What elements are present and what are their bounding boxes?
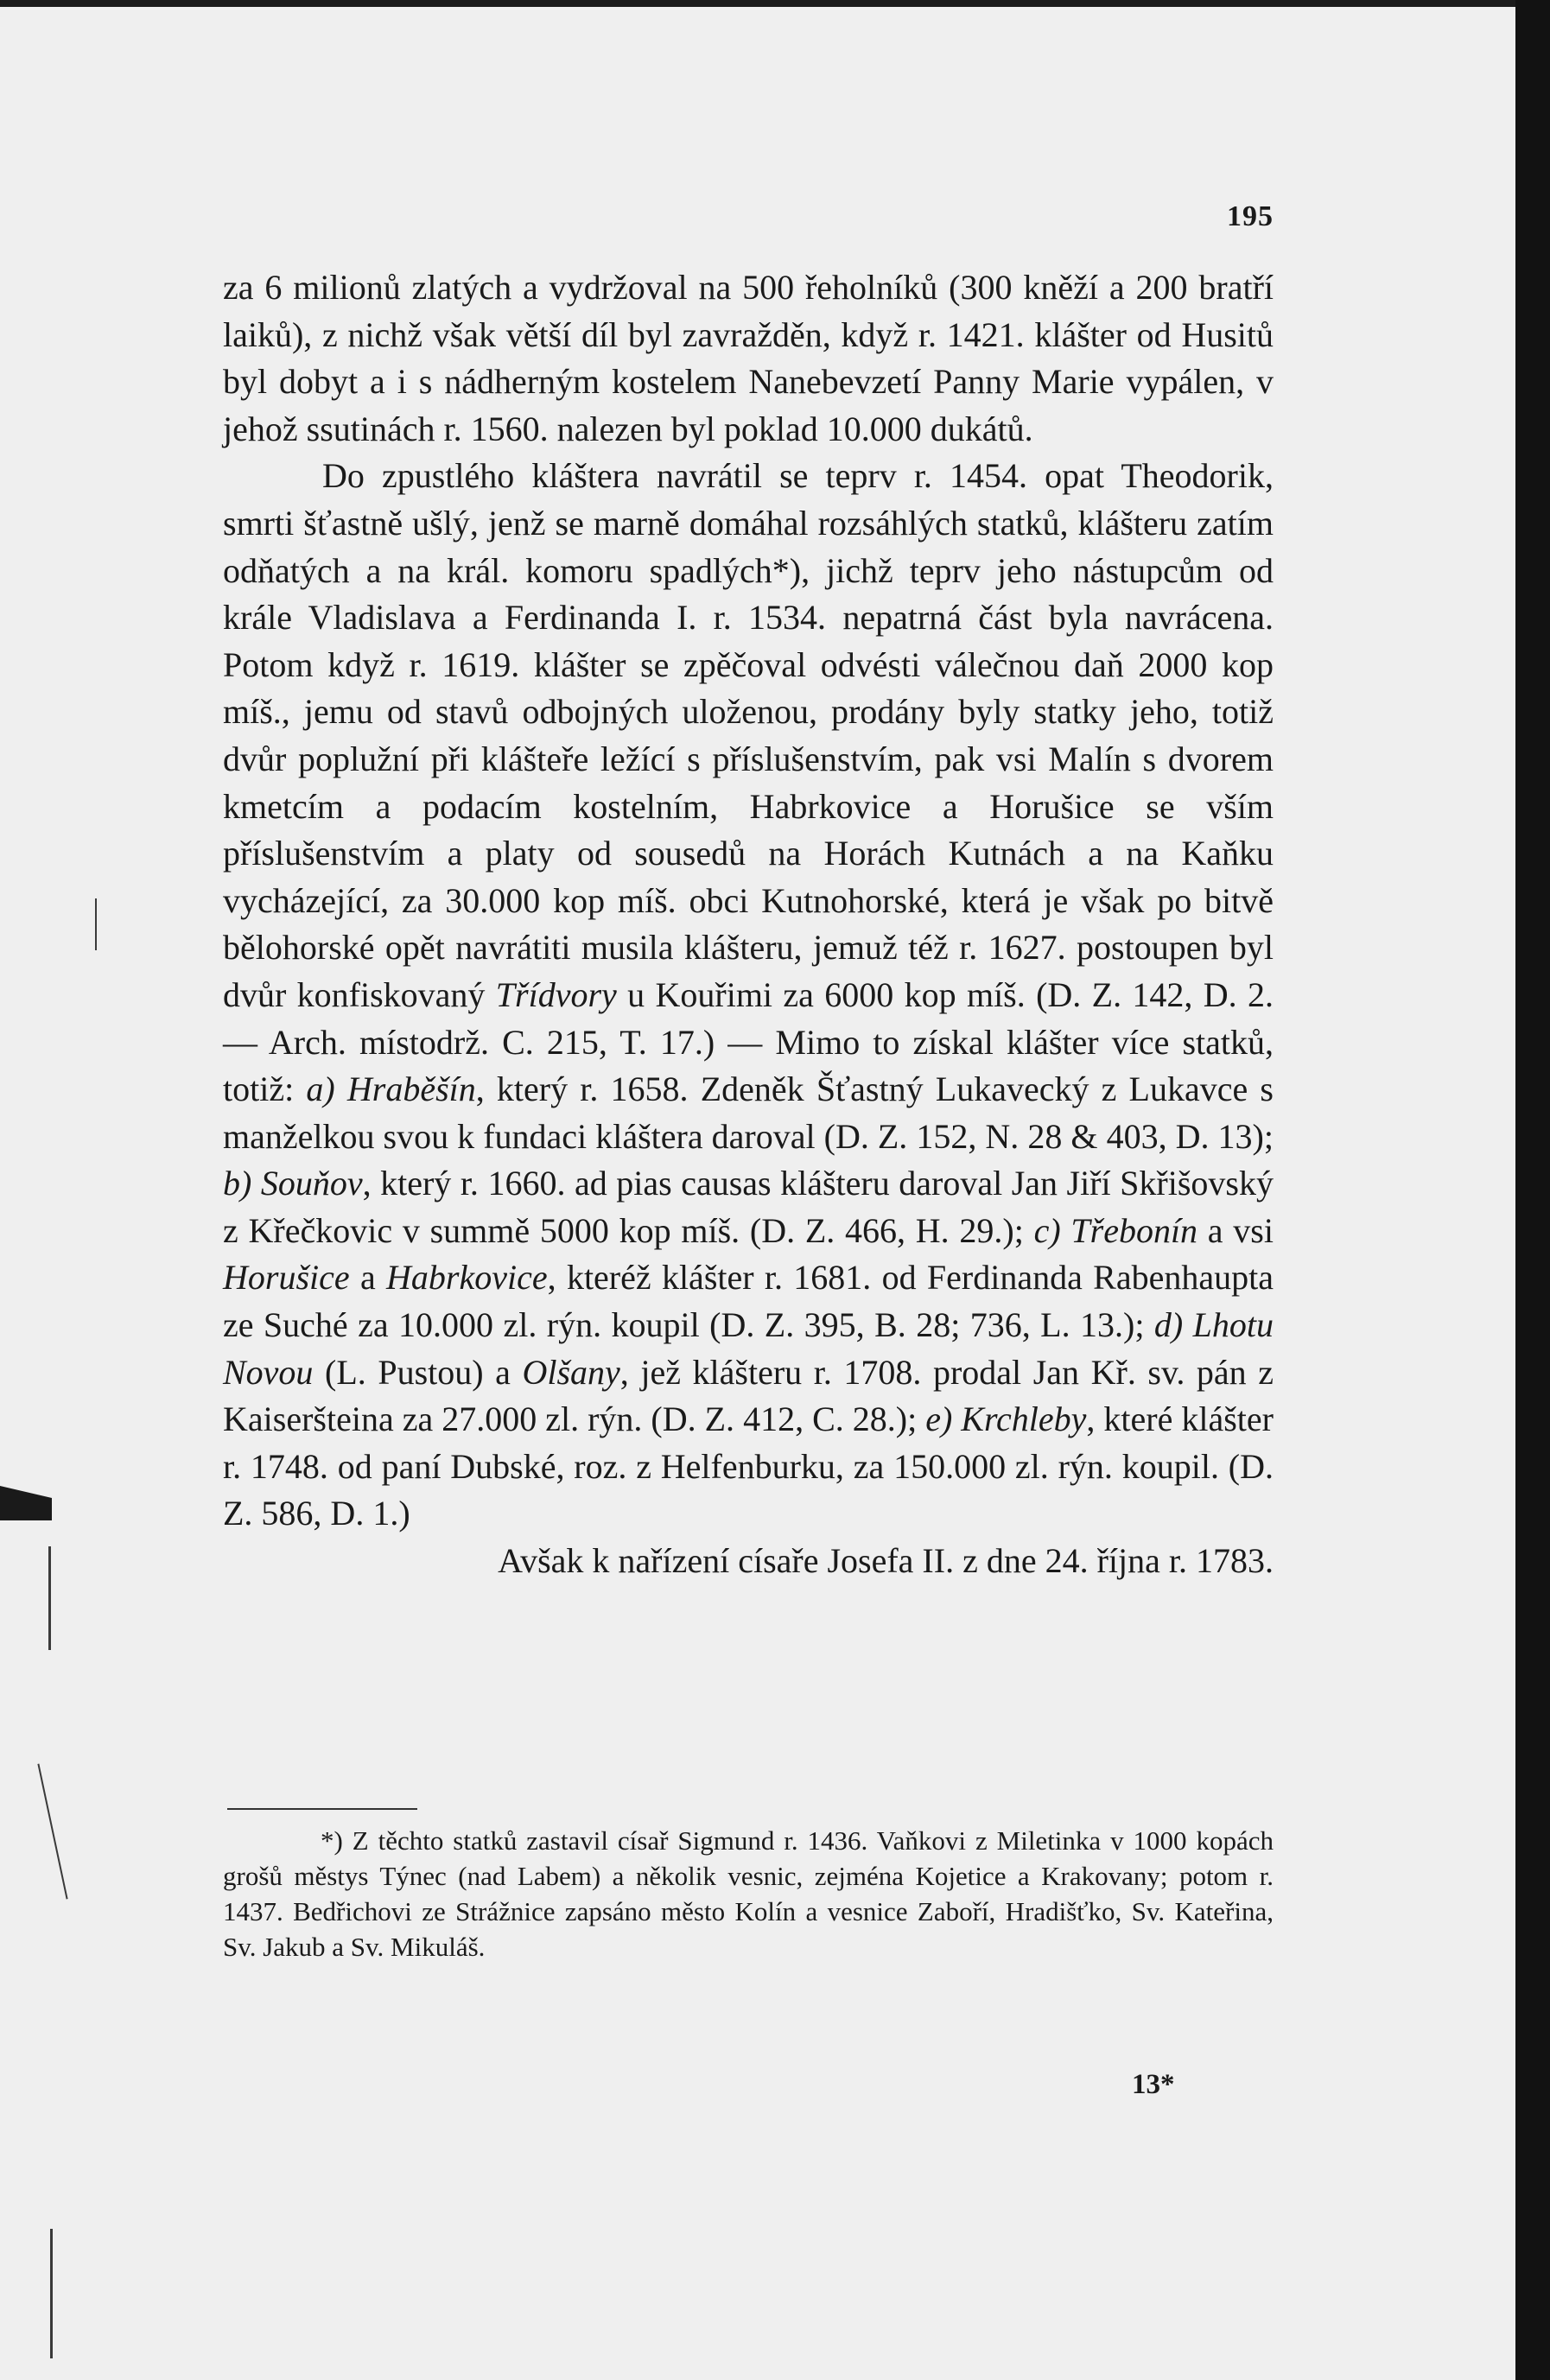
paragraph-2-seg: a — [349, 1258, 387, 1298]
place-sounov: b) Souňov — [223, 1164, 363, 1203]
place-horusice: Horušice — [223, 1258, 350, 1298]
footnote: *) Z těchto statků zastavil císař Sigmund r. 1436. Vaňkovi z Miletinka v 1000 kopách grošů městys Týnec (nad Labem) a několik vesnic, zejména Kojetice a Krakovany; potom r. 1437. Bedřichovi ze Strážnice zapsáno město Kolín a vesnice Zaboří, Hradišťko, Sv. Kateřina, Sv. Jakub a Sv. Mikuláš. — [223, 1825, 1274, 1962]
margin-mark — [95, 898, 97, 950]
place-hrabesin: a) Hraběšín — [306, 1069, 476, 1109]
footnote-rule — [227, 1808, 417, 1810]
paragraph-2-seg: , které klášter r. 1748. od paní Dubské, roz. z Helfenburku, za 150.000 zl. rýn. koupil. (D. Z. 586, D. 1.) — [223, 1399, 1274, 1533]
paragraph-2-text: Do zpustlého kláštera navrátil se teprv r. 1454. opat Theodorik, smrti šťastně ušlý, jenž se marně domáhal rozsáhlých statků, klášteru zatím odňatých a na král. komoru spadlých*), jichž teprv jeho nástupcům od krále Vladislava a Ferdinanda I. r. 1534. nepatrná část byla navrácena. Potom když r. 1619. klášter se zpěčoval odvésti válečnou daň 2000 kop míš., jemu od stavů odbojných uloženou, prodány byly statky jeho, totiž dvůr poplužní při klášteře ležící s příslušenstvím, pak vsi Malín s dvorem kmetcím a podacím kostelním, Habrkovice a Horušice se vším příslušenstvím a platy od sousedů na Horách Kutnách a na Kaňku vycházející, za 30.000 kop míš. obci Kutnohorské, která je však po bitvě bělohorské opět navrátiti musila klášteru, jemuž též r. 1627. postoupen byl dvůr konfiskovaný — [223, 456, 1274, 1014]
paragraph-3: Avšak k nařízení císaře Josefa II. z dne 24. října r. 1783. — [498, 1541, 1274, 1581]
body-text — [223, 264, 1274, 1585]
signature-mark: 13* — [1132, 2069, 1175, 2100]
place-olsany: Olšany — [522, 1352, 620, 1392]
paragraph-2-seg: u Kouřimi za 6000 kop míš. (D. Z. 142, D. 2. — Arch. místodrž. C. 215, T. 17.) — Mimo to získal klášter více statků, totiž: — [223, 974, 1274, 1109]
scan-edge-right — [1515, 0, 1550, 2380]
paragraph-2-seg: , který r. 1660. ad pias causas klášteru daroval Jan Jiří Skřišovský z Křečkovic v summě 5000 kop míš. (D. Z. 466, H. 29.); — [223, 1164, 1274, 1250]
paragraph-2-seg: , kteréž klášter r. 1681. od Ferdinanda Rabenhaupta ze Suché za 10.000 zl. rýn. koupil (D. Z. 395, B. 28; 736, L. 13.); — [223, 1258, 1274, 1345]
place-krchleby: e) Krchleby — [925, 1399, 1087, 1439]
paragraph-2-seg: (L. Pustou) a — [313, 1352, 523, 1392]
paragraph-2 — [223, 453, 1274, 1538]
margin-mark — [48, 1546, 51, 1650]
paragraph-1: za 6 milionů zlatých a vydržoval na 500 řeholníků (300 kněží a 200 bratří laiků), z nichž však větší díl byl zavražděn, když r. 1421. klášter od Husitů byl dobyt a i s nádherným kostelem Nanebevzetí Panny Marie vypálen, v jehož ssutinách r. 1560. nalezen byl poklad 10.000 dukátů. — [223, 268, 1274, 448]
place-trebonin: c) Třebonín — [1033, 1210, 1198, 1250]
paragraph-2-seg: , jež klášteru r. 1708. prodal Jan Kř. sv. pán z Kaiseršteina za 27.000 zl. rýn. (D. Z. 412, C. 28.); — [223, 1352, 1274, 1439]
paragraph-2-seg: a vsi — [1197, 1210, 1274, 1250]
place-lhota-nova: d) Lhotu Novou — [223, 1305, 1274, 1392]
margin-mark — [50, 2229, 53, 2358]
page — [223, 0, 1274, 2380]
place-tridvory: Třídvory — [495, 974, 617, 1014]
page-number: 195 — [1227, 200, 1274, 232]
place-habrkovice: Habrkovice — [386, 1258, 548, 1298]
paragraph-2-seg: , který r. 1658. Zdeněk Šťastný Lukavecký z Lukavce s manželkou svou k fundaci kláštera daroval (D. Z. 152, N. 28 & 403, D. 13); — [223, 1069, 1274, 1156]
scan-edge-left — [0, 1486, 52, 1520]
margin-mark — [37, 1764, 67, 1900]
